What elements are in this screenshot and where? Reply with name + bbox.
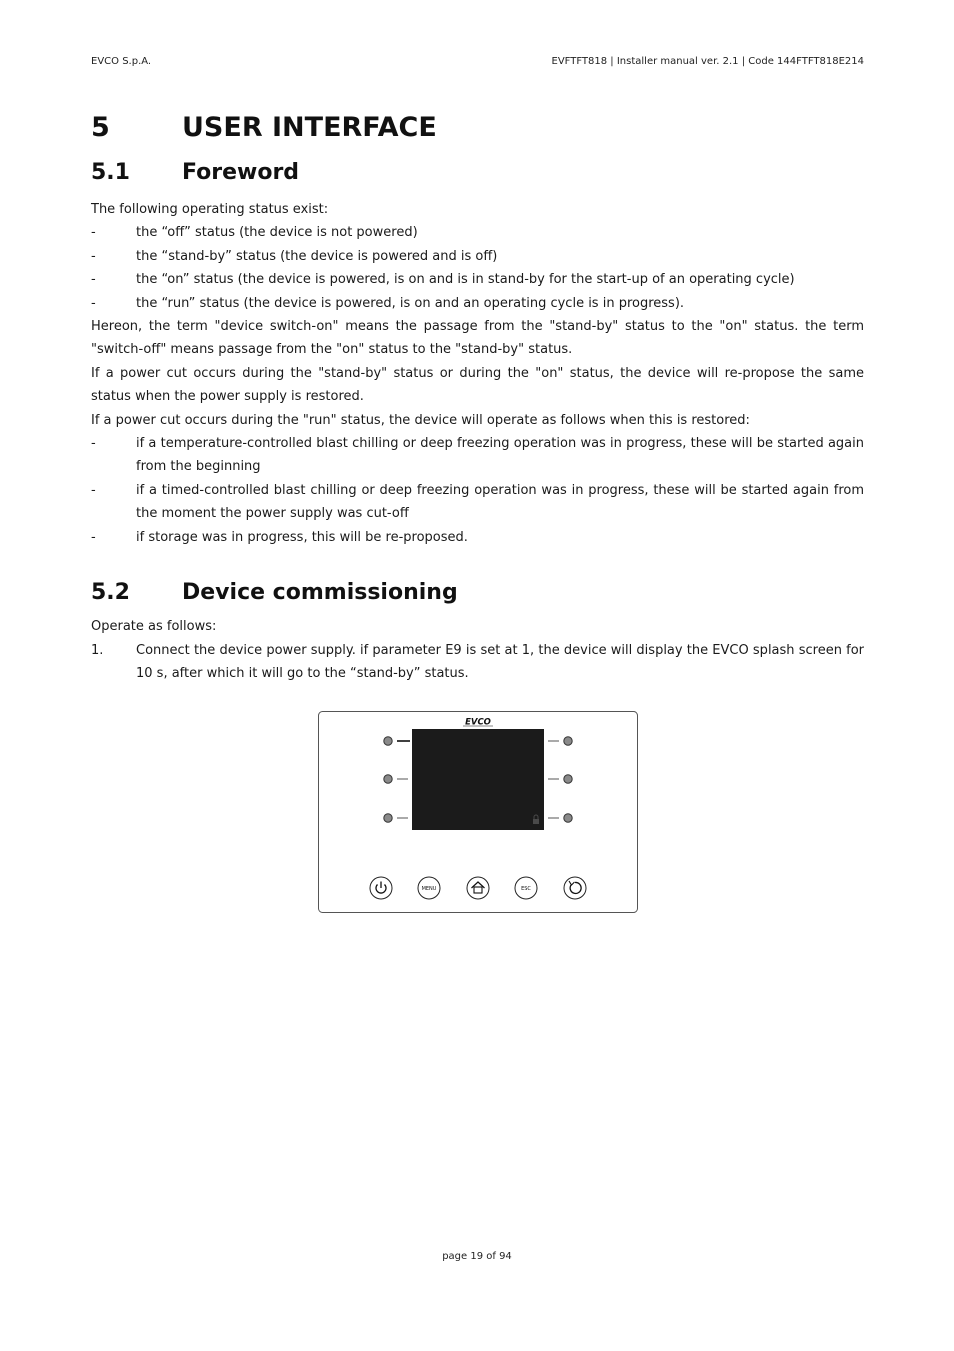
section-5-1-number: 5.1	[91, 160, 130, 185]
section-5-2-heading	[91, 580, 864, 610]
page-number: page 19 of 94	[442, 1251, 512, 1262]
page-content	[91, 112, 864, 685]
power-button[interactable]	[370, 877, 392, 899]
section-5-title: USER INTERFACE	[182, 112, 437, 143]
header-document-info: EVFTFT818 | Installer manual ver. 2.1 | Code 144FTFT818E214	[551, 56, 864, 67]
status-off-item: the “off” status (the device is not powered)	[136, 225, 418, 241]
storage-item: if storage was in progress, this will be re-proposed.	[136, 529, 468, 545]
list-item: - the “stand-by” status (the device is powered and is off)	[91, 245, 864, 268]
section-5-1-heading	[91, 160, 864, 190]
evco-logo	[462, 717, 493, 728]
refresh-button[interactable]	[564, 877, 586, 899]
timed-controlled-item: if a timed-controlled blast chilling or deep freezing operation was in progress, these will be started again from the moment the power supply was cut-off	[136, 482, 864, 522]
svg-text:EVCO: EVCO	[465, 717, 491, 728]
home-button[interactable]	[467, 877, 489, 899]
status-run-item: the “run” status (the device is powered, is on and an operating cycle is in progress).	[136, 295, 685, 311]
power-cut-run-paragraph: If a power cut occurs during the "run" status, the device will operate as follows when this is restored:	[91, 412, 750, 428]
list-item: - the “on” status (the device is powered, is on and is in stand-by for the start-up of an operating cycle)	[91, 268, 864, 291]
section-5-2-number: 5.2	[91, 580, 130, 606]
foreword-intro: The following operating status exist:	[91, 202, 329, 217]
list-item: - if a temperature-controlled blast chilling or deep freezing operation was in progress, these will be started again from the beginning	[91, 432, 864, 479]
section-5-1-title: Foreword	[182, 160, 300, 185]
svg-text:ESC: ESC	[521, 886, 531, 892]
display-screen	[412, 729, 544, 830]
status-standby-item: the “stand-by” status (the device is powered and is off)	[136, 248, 498, 264]
list-item: - if storage was in progress, this will be re-proposed.	[91, 526, 864, 549]
section-5-2-title: Device commissioning	[182, 580, 458, 606]
switch-on-paragraph: Hereon, the term "device switch-on" means the passage from the "stand-by" status to the "on" status. the term "switch-off" means passage from the "on" status to the "stand-by" status.	[91, 319, 864, 358]
list-item: - the “run” status (the device is powered, is on and an operating cycle is in progress).	[91, 292, 864, 315]
device-front-panel-figure	[318, 711, 638, 913]
section-5-number: 5	[91, 112, 110, 143]
step-text: Connect the device power supply. if parameter E9 is set at 1, the device will display the EVCO splash screen for 10 s, after which it will go to the “stand-by” status.	[136, 642, 864, 681]
list-item	[91, 639, 864, 686]
step-number: 1.	[91, 642, 104, 658]
header-company: EVCO S.p.A.	[91, 56, 152, 67]
commissioning-intro: Operate as follows:	[91, 619, 217, 635]
temperature-controlled-item: if a temperature-controlled blast chilling or deep freezing operation was in progress, these will be started again from the beginning	[136, 436, 864, 475]
list-item: - if a timed-controlled blast chilling or deep freezing operation was in progress, these will be started again from the moment the power supply was cut-off	[91, 479, 864, 526]
svg-text:MENU: MENU	[421, 886, 437, 892]
section-5-heading	[91, 112, 864, 148]
list-item: - the “off” status (the device is not powered)	[91, 221, 864, 244]
status-on-item: the “on” status (the device is powered, is on and is in stand-by for the start-up of an operating cycle)	[136, 272, 795, 288]
power-cut-paragraph: If a power cut occurs during the "stand-by" status or during the "on" status, the device will re-propose the same status when the power supply is restored.	[91, 365, 864, 405]
esc-button[interactable]	[515, 877, 537, 899]
menu-button[interactable]	[418, 877, 440, 899]
